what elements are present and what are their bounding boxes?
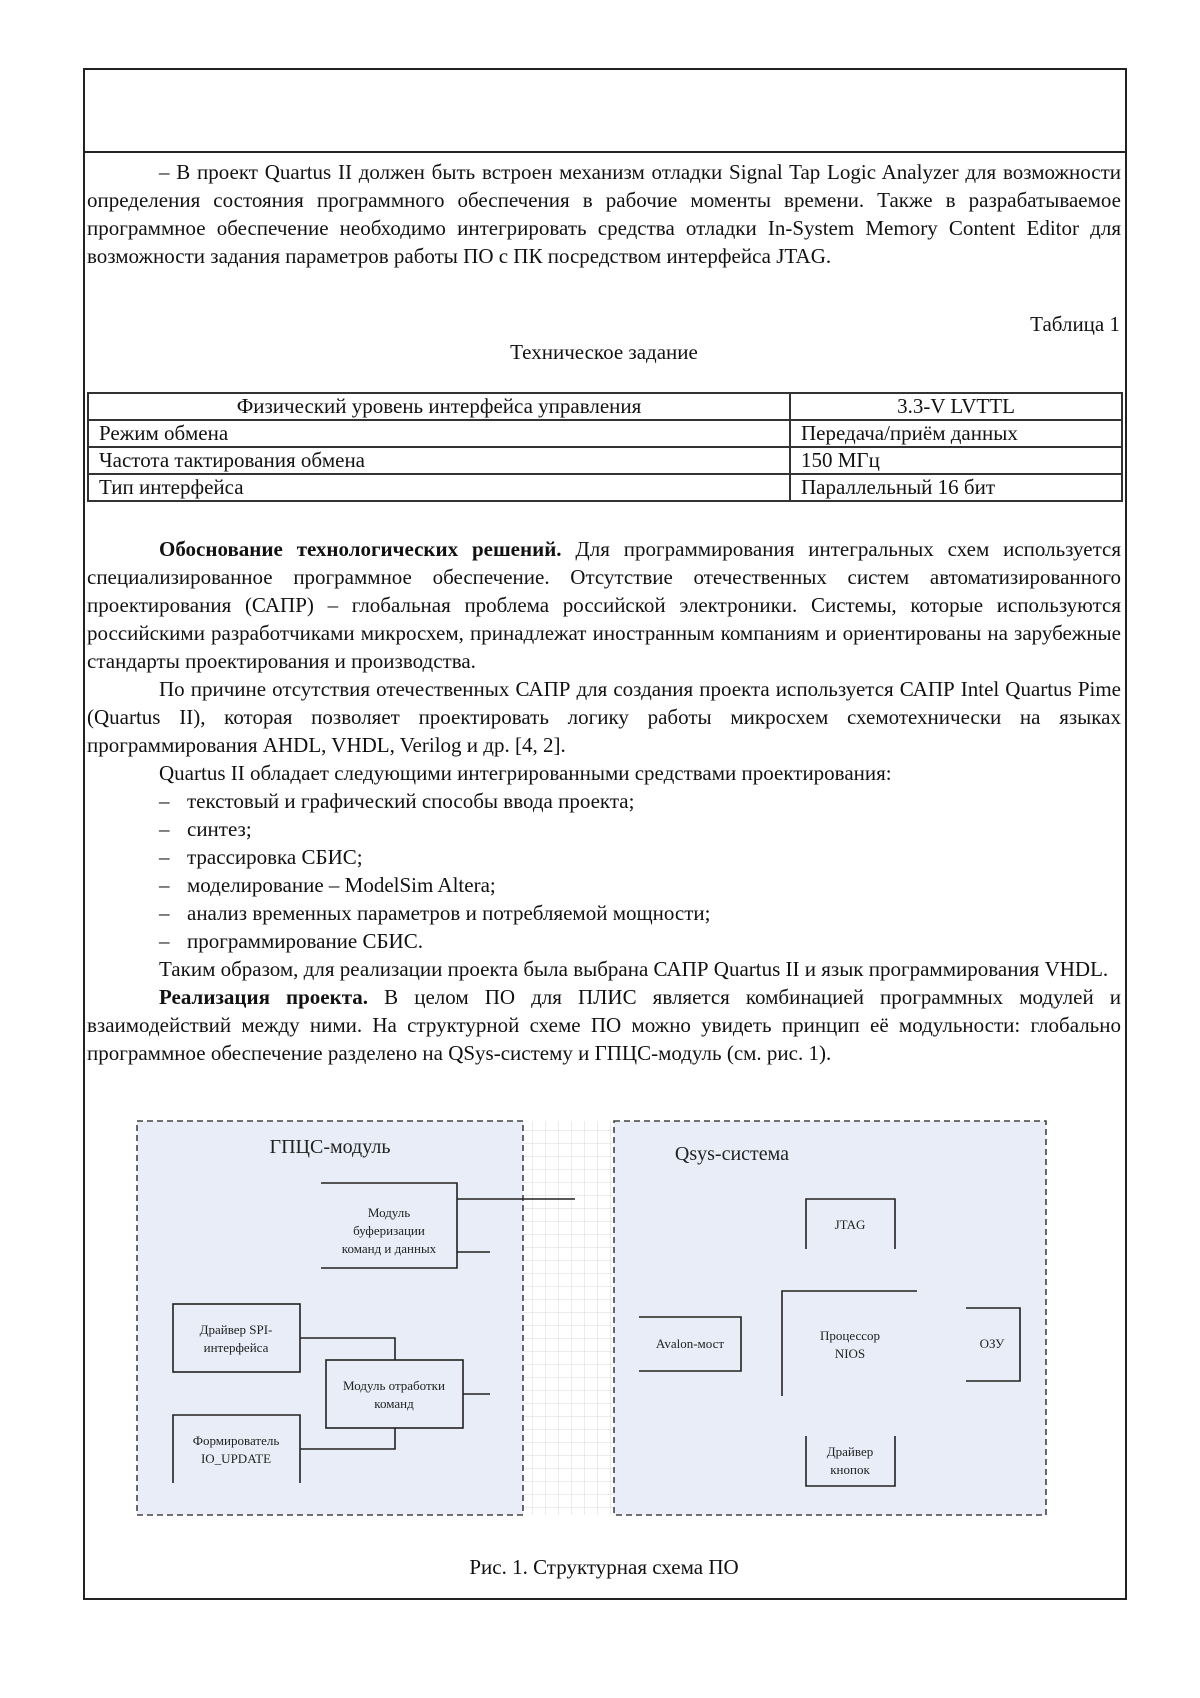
diagram-label: команд и данных xyxy=(342,1241,437,1256)
sec2-p1: В целом ПО для ПЛИС является комбинацией программных модулей и взаимодействий между ними. На структурной схеме ПО можно увидеть принцип её модульности: глобально программное обеспечение разделено на QSys-систему и ГПЦС-модуль (см. рис. 1). xyxy=(87,985,1121,1065)
diagram-label: ОЗУ xyxy=(980,1336,1006,1351)
table-number: Таблица 1 xyxy=(1030,312,1120,337)
diagram-label: кнопок xyxy=(830,1462,870,1477)
list-item-text: анализ временных параметров и потребляемой мощности; xyxy=(187,901,711,925)
figure-caption: Рис. 1. Структурная схема ПО xyxy=(87,1555,1121,1580)
gpcs-title: ГПЦС-модуль xyxy=(270,1136,391,1158)
list-item-text: моделирование – ModelSim Altera; xyxy=(187,873,496,897)
diagram-label: Формирователь xyxy=(193,1433,280,1448)
diagram-label: JTAG xyxy=(835,1217,866,1232)
sec1-p2: По причине отсутствия отечественных САПР для создания проекта используется САПР Intel Quartus Pime (Quartus II), которая позволяет проектировать логику работы микросхем схемотехнически на языках программирования AHDL, VHDL, Verilog и др. [4, 2]. xyxy=(87,675,1121,759)
list-item: – текстовый и графический способы ввода проекта; xyxy=(87,787,1121,815)
diagram-label: команд xyxy=(374,1396,414,1411)
structure-diagram xyxy=(0,0,1200,1698)
diagram-label: Процессор xyxy=(820,1328,880,1343)
diagram-label: Модуль xyxy=(368,1205,410,1220)
table-cell: 150 МГц xyxy=(790,447,1122,474)
table-cell: Режим обмена xyxy=(88,420,790,447)
qsys-title: Qsys-система xyxy=(675,1143,789,1165)
gpcs-module-region xyxy=(137,1121,523,1515)
sec2-heading: Реализация проекта. xyxy=(159,985,368,1009)
list-item-text: синтез; xyxy=(187,817,252,841)
diagram-label: IO_UPDATE xyxy=(201,1451,271,1466)
diagram-label: NIOS xyxy=(835,1346,865,1361)
diagram-label: буферизации xyxy=(353,1223,425,1238)
list-item: – синтез; xyxy=(87,815,1121,843)
list-item-text: текстовый и графический способы ввода проекта; xyxy=(187,789,634,813)
table-cell: Передача/приём данных xyxy=(790,420,1122,447)
list-item-text: программирование СБИС. xyxy=(187,929,423,953)
list-item: – моделирование – ModelSim Altera; xyxy=(87,871,1121,899)
table-cell: Частота тактирования обмена xyxy=(88,447,790,474)
diagram-label: Avalon-мост xyxy=(656,1336,724,1351)
intro-text: – В проект Quartus II должен быть встроен механизм отладки Signal Tap Logic Analyzer для возможности определения состояния программного обеспечения в рабочие моменты времени. Также в разрабатываемое программное обеспечение необходимо интегрировать средства отладки In-System Memory Content Editor для возможности задания параметров работы ПО с ПК посредством интерфейса JTAG. xyxy=(87,158,1121,270)
table-cell: Физический уровень интерфейса управления xyxy=(88,393,790,420)
table-cell: 3.3-V LVTTL xyxy=(790,393,1122,420)
diagram-label: интерфейса xyxy=(204,1340,269,1355)
list-item: – анализ временных параметров и потребляемой мощности; xyxy=(87,899,1121,927)
sec1-p1: Для программирования интегральных схем используется специализированное программное обеспечение. Отсутствие отечественных систем автоматизированного проектирования (САПР) – глобальная проблема российской электроники. Системы, которые используются российскими разработчиками микросхем, принадлежат иностранным компаниям и ориентированы на зарубежные стандарты проектирования и производства. xyxy=(87,537,1121,673)
sec1-p4: Таким образом, для реализации проекта была выбрана САПР Quartus II и язык программирования VHDL. xyxy=(87,955,1121,983)
table-cell: Параллельный 16 бит xyxy=(790,474,1122,501)
sec1-p3: Quartus II обладает следующими интегрированными средствами проектирования: xyxy=(87,759,1121,787)
table-title: Техническое задание xyxy=(87,340,1121,365)
diagram-label: Модуль отработки xyxy=(343,1378,445,1393)
table-cell: Тип интерфейса xyxy=(88,474,790,501)
list-item-text: трассировка СБИС; xyxy=(187,845,363,869)
list-item: – программирование СБИС. xyxy=(87,927,1121,955)
grid-background xyxy=(523,1121,614,1515)
sec1-heading: Обоснование технологических решений. xyxy=(159,537,562,561)
diagram-label: Драйвер SPI- xyxy=(200,1322,273,1337)
diagram-label: Драйвер xyxy=(827,1444,873,1459)
list-item: – трассировка СБИС; xyxy=(87,843,1121,871)
